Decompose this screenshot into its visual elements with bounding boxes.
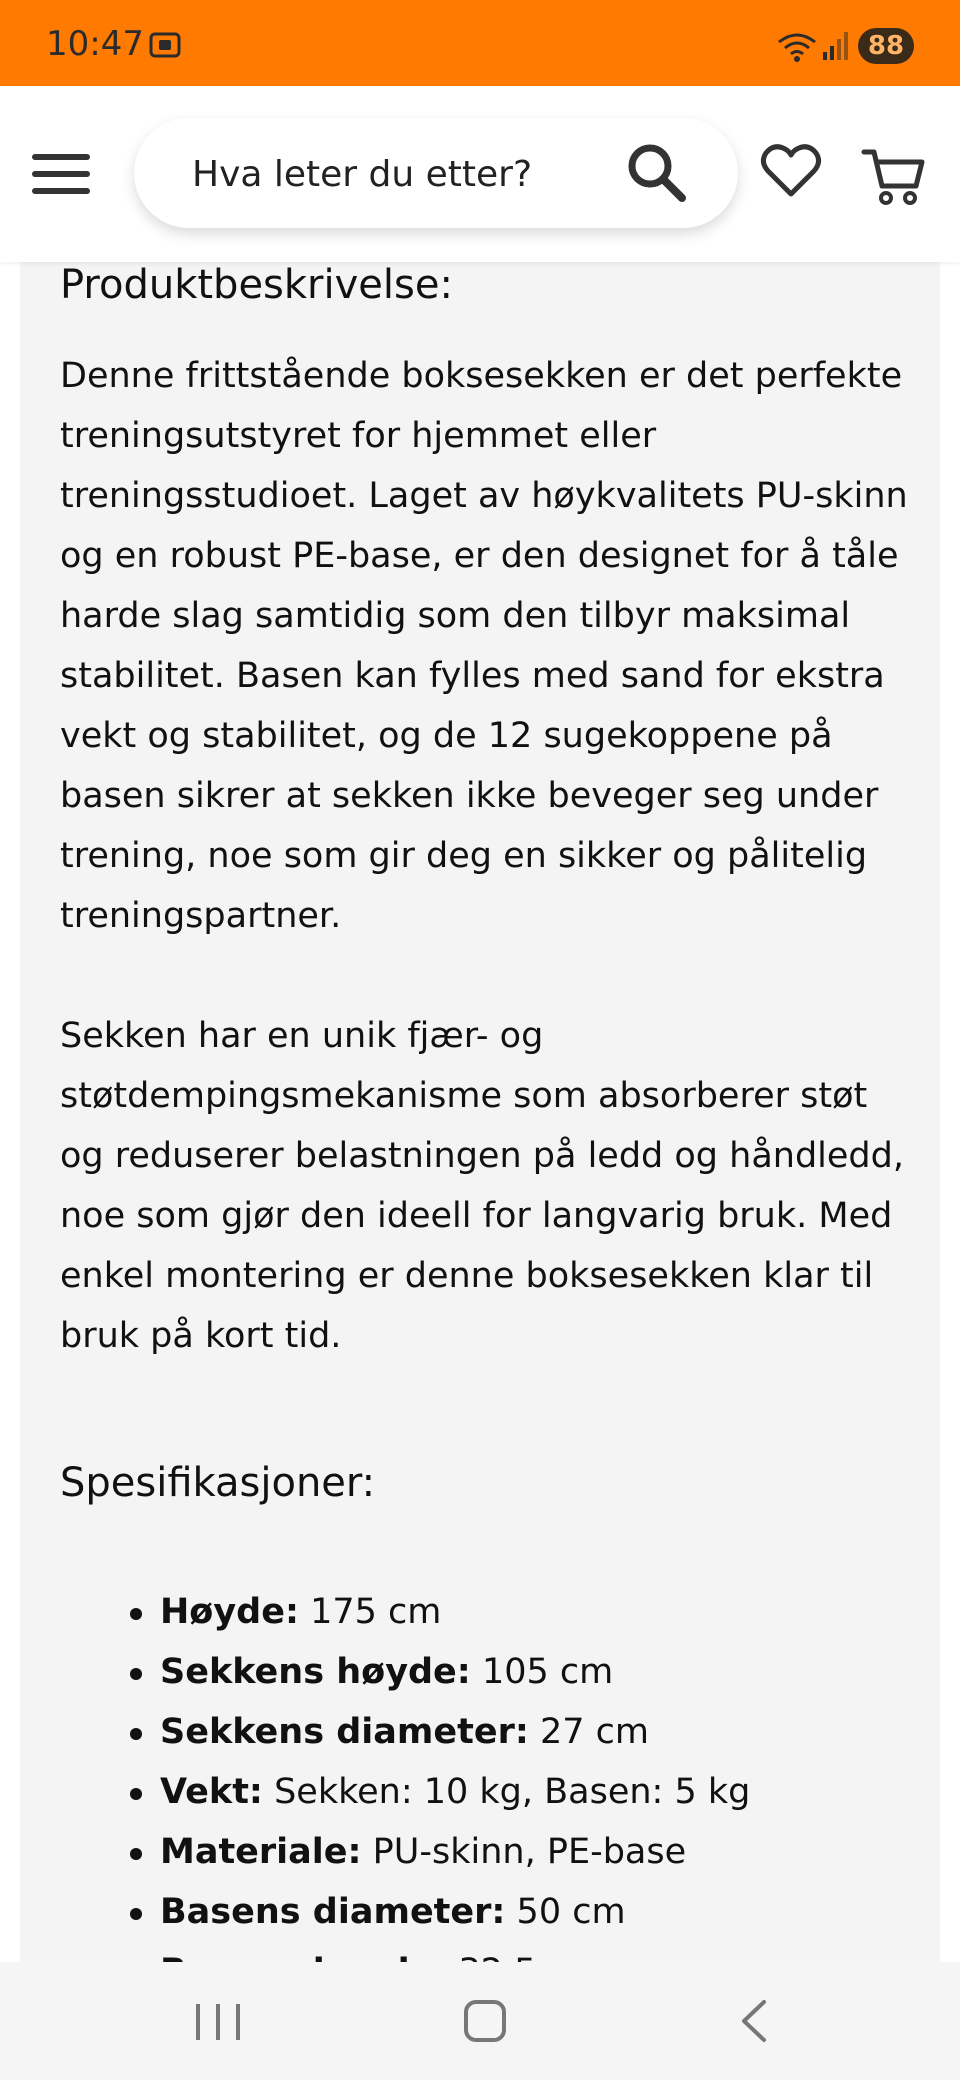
status-time: 10:47: [46, 24, 144, 64]
spec-label: Materiale:: [160, 1832, 362, 1872]
spec-item: [160, 1762, 920, 1822]
spec-item: [160, 1642, 920, 1702]
spec-label: Høyde:: [160, 1592, 299, 1632]
menu-icon[interactable]: [30, 152, 92, 196]
search-box[interactable]: [134, 118, 738, 228]
signal-icon: [822, 30, 850, 62]
product-description-section: [20, 262, 940, 1962]
header: [0, 86, 960, 262]
spec-item: [160, 1702, 920, 1762]
battery-icon: 88: [858, 28, 914, 64]
spec-value: Sekken: 10 kg, Basen: 5 kg: [274, 1772, 751, 1812]
system-nav-bar: [0, 1962, 960, 2080]
spec-value: PU-skinn, PE-base: [372, 1832, 687, 1872]
spec-item: [160, 1582, 920, 1642]
spec-label: Sekkens diameter:: [160, 1712, 529, 1752]
description-paragraph-1: Denne frittstående boksesekken er det perfekte treningsutstyret for hjemmet eller treningsstudioet. Laget av høykvalitets PU-skinn og en robust PE-base, er den designet for å tåle harde slag samtidig som den tilbyr maksimal stabilitet. Basen kan fylles med sand for ekstra vekt og stabilitet, og de 12 sugekoppene på basen sikrer at sekken ikke beveger seg under trening, noe som gir deg en sikker og pålitelig treningspartner.: [60, 356, 908, 936]
back-icon[interactable]: [738, 1998, 768, 2044]
spec-item: [160, 1822, 920, 1882]
search-icon[interactable]: [624, 140, 690, 206]
status-bar: [0, 0, 960, 86]
spec-label: Basens diameter:: [160, 1892, 506, 1932]
spec-value: 105 cm: [481, 1652, 614, 1692]
spec-value: 175 cm: [310, 1592, 442, 1632]
spec-label: Sekkens høyde:: [160, 1652, 471, 1692]
specifications-list: [160, 1582, 920, 2002]
cart-icon[interactable]: [862, 146, 924, 206]
spec-item: [160, 1882, 920, 1942]
spec-label: Vekt:: [160, 1772, 263, 1812]
specifications-heading: Spesifikasjoner:: [60, 1460, 376, 1506]
spec-value: 27 cm: [539, 1712, 649, 1752]
screenshot-icon: [148, 28, 182, 62]
recents-icon[interactable]: [190, 2000, 246, 2044]
spec-value: 50 cm: [516, 1892, 626, 1932]
description-heading: Produktbeskrivelse:: [60, 262, 453, 308]
home-icon[interactable]: [462, 1998, 508, 2044]
search-input[interactable]: [190, 146, 614, 202]
wifi-icon: [776, 30, 818, 64]
heart-icon[interactable]: [760, 142, 822, 200]
description-paragraph-2: Sekken har en unik fjær- og støtdempingsmekanisme som absorberer støt og reduserer belastningen på ledd og håndledd, noe som gjør den ideell for langvarig bruk. Med enkel montering er denne boksesekken klar til bruk på kort tid.: [60, 1016, 904, 1356]
